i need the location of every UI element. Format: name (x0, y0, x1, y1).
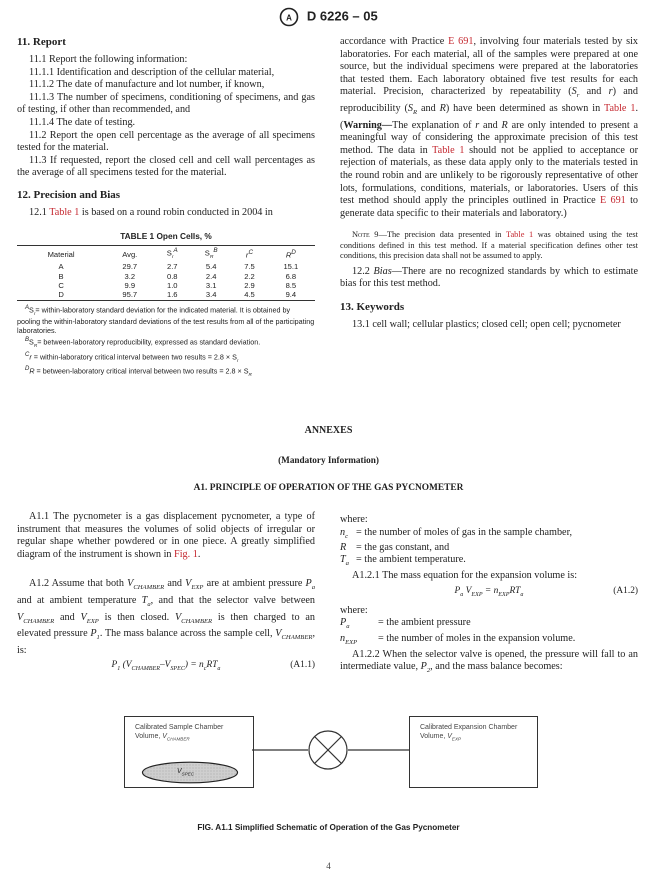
text: and (479, 119, 502, 131)
table-1-link[interactable]: Table 1 (432, 144, 465, 156)
cell: 9.9 (124, 281, 136, 291)
equation-a1-1 (17, 659, 315, 673)
section-13-heading: 13. Keywords (340, 300, 405, 313)
selector-valve-icon (252, 730, 409, 770)
text: was obtained using the test conditions defined in this test method. If a material specification defines other test conditions, this precision data shall not be assumed to apply. (340, 230, 639, 261)
table-row (17, 262, 315, 271)
symbol-sub: SPEC (181, 771, 195, 777)
label-line (420, 733, 517, 744)
expansion-chamber-label (420, 724, 517, 744)
section-11-heading: 11. Report (17, 36, 66, 48)
definition-text: = the number of moles of gas in the sample chamber, (356, 526, 573, 538)
annex-left-column (17, 511, 315, 673)
text: The explanation of (392, 119, 476, 131)
cell: 3.4 (205, 290, 217, 300)
annexes-subtitle: (Mandatory Information) (278, 455, 379, 465)
para-11-3: 11.3 If requested, report the closed cell and cell wall percentages as the average of all specimens tested for the material. (17, 154, 315, 179)
text: ) and reproducibility ( (340, 86, 638, 114)
cell: 29.7 (122, 262, 138, 272)
definition-text: = the ambient temperature. (356, 554, 466, 566)
cell: 0.8 (166, 271, 178, 281)
cell: 6.8 (285, 271, 297, 281)
cell: A (58, 262, 64, 272)
text: . ( (340, 103, 638, 131)
equation-number: (A1.2) (613, 585, 638, 596)
para-11-1-4: 11.1.4 The date of testing. (29, 116, 136, 128)
text: and (579, 86, 609, 98)
equation-body: $P_a$ $V_{EXP} = n_{EXP}RT_a$ (454, 585, 524, 598)
cell: C (58, 281, 64, 291)
para-12-2 (340, 266, 638, 291)
footnote-b: $^BS_R=$ between-laboratory reproducibility, expressed as standard deviation. (25, 336, 261, 348)
table-1-link[interactable]: Table 1 (49, 206, 80, 218)
text: and (54, 611, 81, 623)
footnote-d: $^D$R = between-laboratory critical interval between two results = $2.8 \times S_R$ (25, 366, 252, 377)
para-13-1: 13.1 cell wall; cellular plastics; closed cell; open cell; pycnometer (352, 318, 621, 330)
label-text: Volume, (420, 732, 448, 740)
text: is then charged to an elevated pressure (17, 611, 315, 640)
table-1-link[interactable]: Table 1 (603, 103, 636, 114)
definition-row: $n_c$ = the number of moles of gas in the sample chamber, (340, 527, 572, 543)
text: , is: (17, 628, 315, 656)
symbol-sub: EXP (451, 736, 462, 742)
col-sR: $S_R^B$ (204, 247, 218, 261)
svg-text:A: A (286, 13, 293, 23)
where-label: where: (340, 604, 368, 616)
definition-text: = the gas constant, and (356, 542, 450, 554)
para-11-1-2: 11.1.2 The date of manufacture and lot number, if known, (29, 79, 265, 91)
para-a1-2: A1.2 Assume that both $V_{CHAMBER}$ and $V_{EXP}$ are at ambient pressure $P_a$ and at ambient temperature $T_a$, and that the selector valve between $V_{CHAMBER}$ and $V_{EXP}$ is then closed. $V_{CHAMBER}$ is then charged to an elevated pressure $P_1$. The mass balance across the sample cell, $V_{CHAMBER}$, is: (17, 578, 315, 656)
text: . The mass balance across the sample cell, (99, 628, 276, 640)
astm-logo-icon (279, 7, 299, 27)
annexes-title: ANNEXES (304, 425, 353, 436)
para-text: is based on a round robin conducted in 2004 in (79, 206, 273, 218)
col-R: $R^D$ (285, 249, 296, 260)
table-row (17, 281, 315, 290)
cell: B (58, 271, 64, 281)
col-sr: $S_r^A$ (166, 247, 178, 261)
definition-text: = the ambient pressure (378, 617, 471, 629)
cell: 95.7 (122, 290, 138, 300)
equation-body: $P_1$ $(V_{CHAMBER}-V_{SPEC}) = n_cRT_a$ (111, 660, 221, 673)
cell: 3.1 (205, 281, 217, 291)
label-text: Volume, (135, 732, 163, 740)
para-11-2: 11.2 Report the open cell percentage as the average of all specimens tested for the material. (17, 129, 315, 154)
left-column (17, 36, 315, 380)
fig-1-link[interactable]: Fig. 1 (174, 548, 198, 560)
annex-right-column (340, 514, 638, 678)
para-11-1-3: 11.1.3 The number of specimens, conditioning of specimens, and gas of testing, if other than recommended, and (17, 91, 315, 116)
figure-caption: FIG. A1.1 Simplified Schematic of Operation of the Gas Pycnometer (197, 823, 460, 832)
page-header (0, 7, 657, 27)
para-a1-2-1: A1.2.1 The mass equation for the expansion volume is: (352, 570, 578, 582)
cell: 2.7 (166, 262, 178, 272)
text: to generate data specific to their materials and laboratory.) (340, 195, 638, 219)
footnote-text: = within-laboratory critical interval between two results = 2.8 × S (31, 351, 237, 361)
cell: D (58, 290, 64, 300)
where-label: where: (340, 514, 368, 525)
symbol: V (177, 768, 182, 775)
warning-label: Warning— (343, 119, 393, 131)
cell: 5.4 (205, 262, 217, 272)
label-line: Calibrated Sample Chamber (135, 724, 224, 731)
text: —There are no recognized standards by which to estimate bias for this test method. (340, 265, 639, 290)
note-9 (340, 230, 638, 261)
table-1-footnotes (17, 304, 315, 380)
a1-heading: A1. PRINCIPLE OF OPERATION OF THE GAS PYCNOMETER (193, 483, 464, 493)
cell: 15.1 (283, 262, 299, 272)
para-12-1-cont: accordance with Practice E 691, involving four materials tested by six laboratories. For each material, all of the samples were prepared at one source, but the individual specimens were prepared at the laboratories that tested them. Each laboratory obtained five test results for each material. Precision, characterized by repeatability ($S_r$ and r) and reproducibility ($S_R$ and R) have been determined as shown in Table 1. (Warning—The explanation of r and R are only intended to present a meaningful way of considering the approximate precision of this test method. The data in Table 1 should not be applied to acceptance or rejection of materials, as these data apply only to the materials tested in the round robin and are unlikely to be rigorously representative of other lots, formulations, conditions, materials, or laboratories. Users of this test method should apply the principles outlined in Practice E 691 to generate data specific to their materials and laboratory.) (340, 36, 639, 219)
para-number: 12.1 (29, 206, 50, 218)
footnote-a: $^AS_r=$ within-laboratory standard deviation for the indicated material. It is obtained by pooling the within-laboratory standard deviations of the test results from all of the participating laboratories. (17, 304, 315, 336)
cell: 2.2 (244, 271, 255, 281)
col-r: $r^C$ (245, 249, 254, 260)
symbol: V (162, 732, 167, 740)
note-label: Note 9 (352, 230, 379, 240)
footnote-text: = between-laboratory critical interval between two results = 2.8 × S (34, 366, 249, 376)
text: A1.2.2 When the selector valve is opened, the pressure will fall to an intermediate value, (340, 648, 638, 673)
text: A1.2 Assume that both (29, 578, 128, 590)
cell: 2.9 (244, 281, 255, 291)
footnote-text: = between-laboratory reproducibility, expressed as standard deviation. (37, 337, 261, 347)
cell: 7.5 (244, 262, 255, 272)
definition-row: $T_a$ = the ambient temperature. (340, 554, 572, 570)
text: and (417, 103, 440, 114)
cell: 1.6 (166, 290, 178, 300)
cell: 8.5 (285, 281, 297, 291)
para-12-1 (17, 207, 315, 220)
para-11-1-1: 11.1.1 Identification and description of the cellular material, (29, 66, 275, 78)
text: and at ambient temperature (17, 595, 142, 606)
sample-chamber-label (135, 724, 223, 744)
table-1-title: TABLE 1 Open Cells, % (120, 230, 212, 241)
footnote-text: = within-laboratory standard deviation for the indicated material. It is obtained by pooling the within-laboratory standard deviations of the test results from all of the participating laboratories. (17, 305, 315, 336)
equation-a1-2 (340, 585, 638, 599)
text: A1.1 The pycnometer is a gas displacement pycnometer, a type of instrument that measures the volumes of solid objects of irregular or regular shape whether powdered or in one piece. A greatly simplified diagram of the instrument is shown in (17, 511, 315, 560)
table-header-row (17, 246, 315, 263)
text: , involving four materials tested by six laboratories. For each material, all of the samples were prepared at one source, but the individual specimens were prepared at the laboratories that tested them. Each laboratory obtained five test results for each material. Precision, characterized by repeatability ( (340, 36, 638, 98)
sample-chamber-box (124, 716, 254, 788)
symbol-sub: CHAMBER (166, 736, 190, 742)
expansion-chamber-box (409, 716, 538, 788)
text: should not be applied to acceptance or rejection of materials, as these data apply only to the materials tested in the round robin and are unlikely to be rigorously representative of other lots, formulations, conditions, materials, or laboratories. Users of this test method should apply the principles outlined in Practice (340, 144, 639, 207)
definition-text: = the number of moles in the expansion volume. (378, 633, 576, 645)
table-1-link[interactable]: Table 1 (505, 230, 534, 240)
definition-row: $n_{EXP}$ = the number of moles in the expansion volume. (340, 633, 575, 649)
text: , and the mass balance becomes: (430, 661, 563, 673)
para-a1-1 (17, 511, 315, 561)
definition-row: $P_a$ = the ambient pressure (340, 617, 575, 633)
table-1 (17, 245, 315, 301)
text: ) have been determined as shown in (445, 103, 604, 114)
specimen-label (177, 768, 194, 779)
text: and (164, 578, 186, 590)
equation-number: (A1.1) (290, 660, 315, 671)
e691-link[interactable]: E 691 (448, 36, 474, 47)
label-line (135, 733, 223, 744)
cell: 9.4 (285, 290, 297, 300)
e691-link[interactable]: E 691 (599, 195, 626, 207)
text: accordance with Practice (340, 36, 449, 47)
text: , and that the selector valve between (150, 595, 315, 606)
para-a1-2-2: A1.2.2 When the selector valve is opened, the pressure will fall to an intermediate value, $P_2$, and the mass balance becomes: (340, 648, 638, 675)
section-12-heading: 12. Precision and Bias (17, 188, 121, 201)
right-column (340, 36, 638, 331)
designation: D 6226 – 05 (306, 8, 378, 24)
table-row (17, 272, 315, 281)
cell: 3.2 (124, 271, 136, 281)
text: . (197, 548, 201, 560)
cell: 1.0 (166, 281, 178, 291)
definitions-list-2 (340, 617, 575, 649)
text: are at ambient pressure (203, 578, 306, 590)
text: are only intended to present a meaningful way of considering the approximate precision of this test method. The data in (340, 119, 638, 156)
cell: 2.4 (205, 271, 217, 281)
col-material: Material (47, 249, 75, 259)
page-number: 4 (326, 861, 331, 871)
bias-title: Bias (373, 265, 392, 277)
text: is then closed. (98, 611, 175, 623)
footnote-c: $^C$r = within-laboratory critical interval between two results = $2.8 \times S_r$ (25, 351, 239, 363)
col-avg: Avg. (122, 249, 138, 259)
text: —The precision data presented in (378, 230, 506, 240)
definition-row: R = the gas constant, and (340, 542, 572, 554)
definitions-list-1 (340, 527, 572, 570)
para-11-1: 11.1 Report the following information: (29, 54, 188, 65)
symbol: V (447, 732, 452, 740)
cell: 4.5 (244, 290, 255, 300)
label-line: Calibrated Expansion Chamber (420, 724, 518, 731)
para-number: 12.2 (352, 265, 374, 277)
table-row (17, 290, 315, 300)
